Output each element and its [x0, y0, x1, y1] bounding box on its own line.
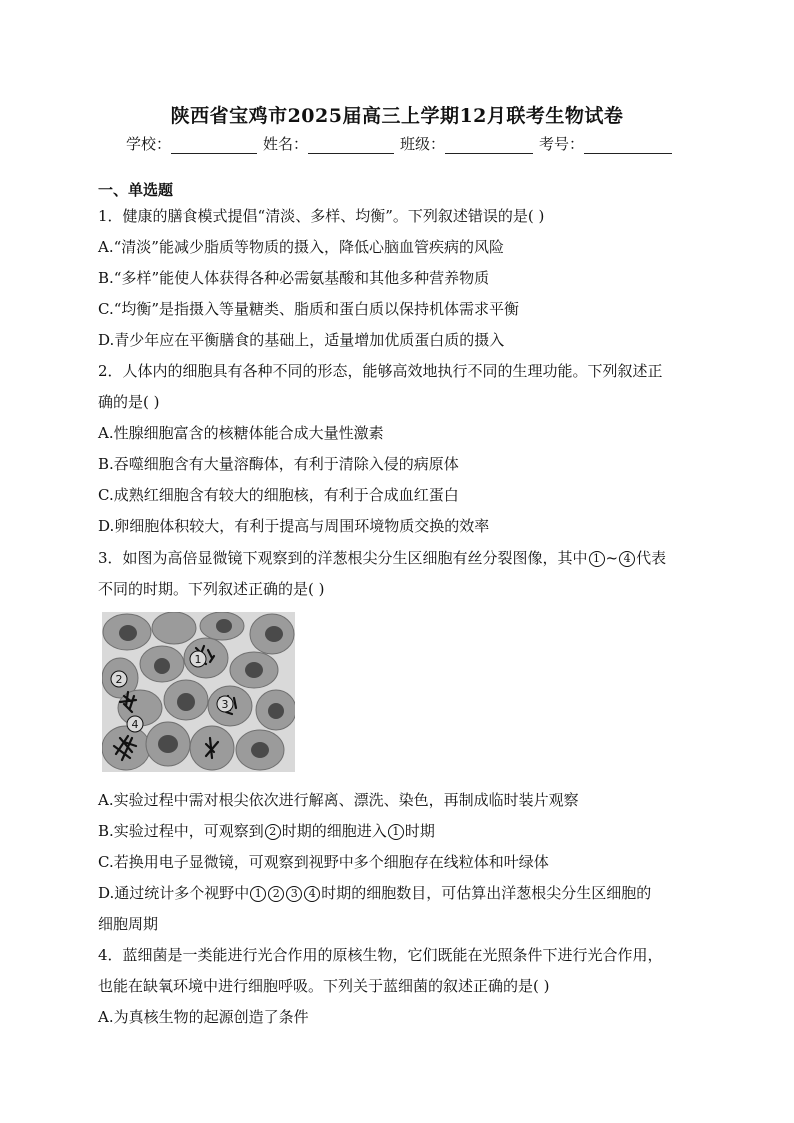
circled-1: 1: [388, 824, 404, 840]
q1-option-a: A.“清淡”能减少脂质等物质的摄入，降低心脑血管疾病的风险: [98, 238, 504, 256]
number-blank[interactable]: [584, 139, 672, 154]
circled-4: 4: [619, 551, 635, 567]
q1-option-b: B.“多样”能使人体获得各种必需氨基酸和其他多种营养物质: [98, 269, 490, 287]
section-heading: 一、单选题: [98, 181, 174, 199]
class-label: 班级：: [400, 135, 446, 153]
school-blank[interactable]: [171, 139, 257, 154]
circled-3: 3: [286, 886, 302, 902]
name-label: 姓名：: [263, 135, 309, 153]
q2-option-d: D.卵细胞体积较大，有利于提高与周围环境物质交换的效率: [98, 517, 490, 535]
q2-option-c: C.成熟红细胞含有较大的细胞核，有利于合成血红蛋白: [98, 486, 459, 504]
q2-stem-line2: 确的是( ): [98, 393, 160, 411]
q2-option-a: A.性腺细胞富含的核糖体能合成大量性激素: [98, 424, 384, 442]
q2-stem-line1: 2．人体内的细胞具有各种不同的形态，能够高效地执行不同的生理功能。下列叙述正: [98, 362, 663, 380]
q3-stem-line2: 不同的时期。下列叙述正确的是( ): [98, 580, 325, 598]
circled-2: 2: [265, 824, 281, 840]
circled-1: 1: [250, 886, 266, 902]
q1-option-c: C.“均衡”是指摄入等量糖类、脂质和蛋白质以保持机体需求平衡: [98, 300, 520, 318]
class-blank[interactable]: [445, 139, 533, 154]
q3-option-b: B.实验过程中，可观察到 2 时期的细胞进入 1 时期: [98, 822, 435, 840]
fig-label-2: 2: [115, 673, 123, 686]
q2-option-b: B.吞噬细胞含有大量溶酶体，有利于清除入侵的病原体: [98, 455, 459, 473]
q4-stem-line1: 4．蓝细菌是一类能进行光合作用的原核生物，它们既能在光照条件下进行光合作用，: [98, 946, 663, 964]
microscope-image: [102, 612, 295, 772]
q3-option-a: A.实验过程中需对根尖依次进行解离、漂洗、染色，再制成临时装片观察: [98, 791, 579, 809]
fig-label-3: 3: [221, 698, 229, 711]
q4-stem-line2: 也能在缺氧环境中进行细胞呼吸。下列关于蓝细菌的叙述正确的是( ): [98, 977, 550, 995]
q3-option-c: C.若换用电子显微镜，可观察到视野中多个细胞存在线粒体和叶绿体: [98, 853, 549, 871]
number-label: 考号：: [539, 135, 585, 153]
q4-option-a: A.为真核生物的起源创造了条件: [98, 1008, 309, 1026]
circled-4: 4: [304, 886, 320, 902]
q3-option-d: D.通过统计多个视野中 1 2 3 4 时期的细胞数目，可估算出洋葱根尖分生区细胞的: [98, 884, 652, 902]
exam-title: 陕西省宝鸡市2025届高三上学期12月联考生物试卷: [170, 105, 624, 127]
fig-label-4: 4: [131, 718, 139, 731]
name-blank[interactable]: [308, 139, 394, 154]
q3-stem-line1: 3．如图为高倍显微镜下观察到的洋葱根尖分生区细胞有丝分裂图像，其中 1 ~ 4 代表: [98, 549, 667, 567]
circled-1: 1: [589, 551, 605, 567]
circled-2: 2: [268, 886, 284, 902]
student-info-row: [126, 133, 678, 154]
school-label: 学校：: [126, 135, 172, 153]
q1-stem: 1．健康的膳食模式提倡“清淡、多样、均衡”。下列叙述错误的是( ): [98, 207, 545, 225]
q3-option-d-line2: 细胞周期: [98, 915, 159, 933]
q1-option-d: D.青少年应在平衡膳食的基础上，适量增加优质蛋白质的摄入: [98, 331, 505, 349]
fig-label-1: 1: [194, 653, 202, 666]
